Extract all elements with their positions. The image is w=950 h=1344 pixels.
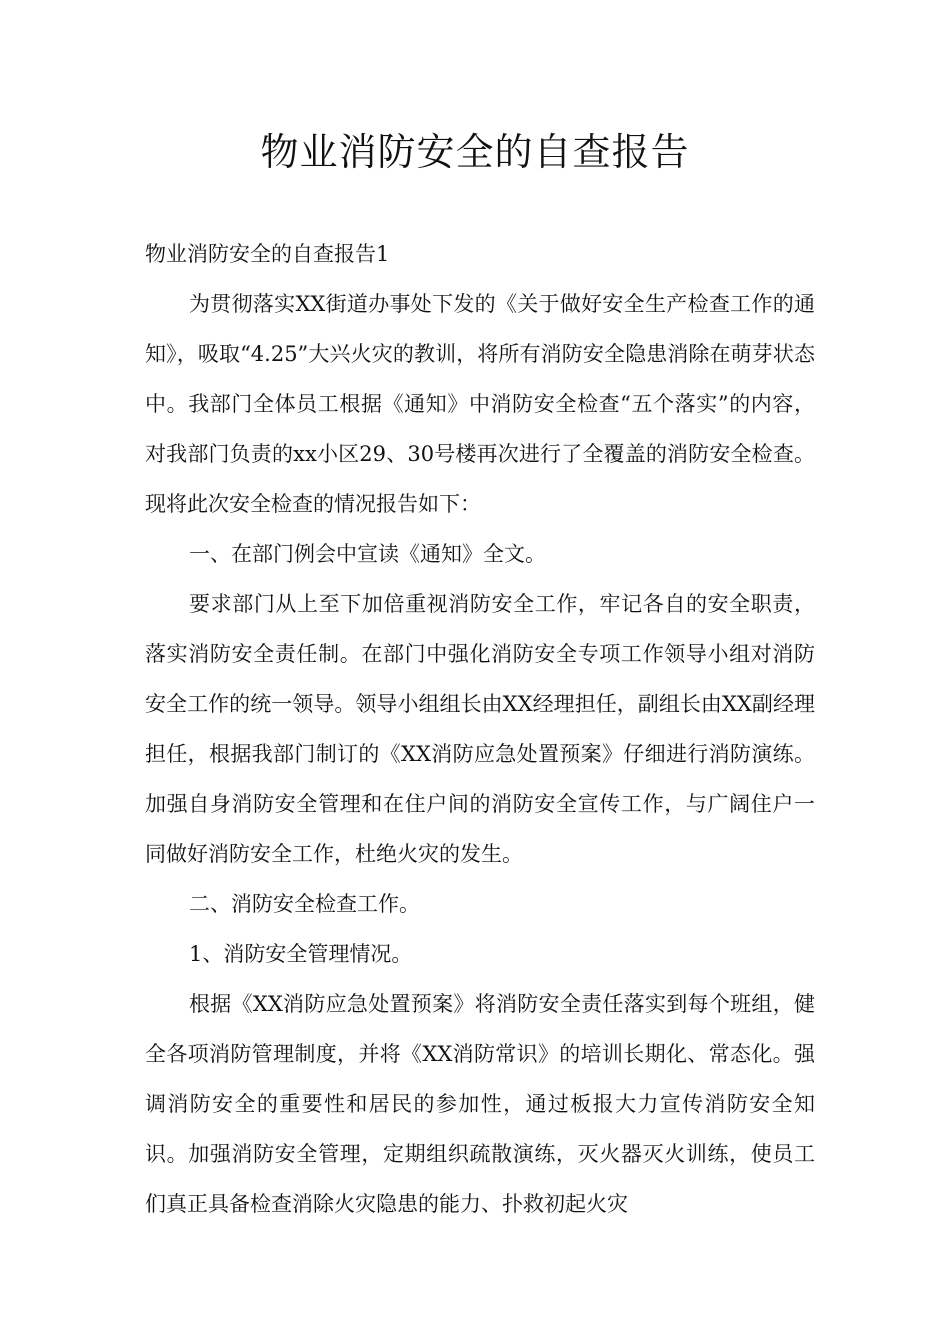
section-1-paragraph: 要求部门从上至下加倍重视消防安全工作，牢记各自的安全职责，落实消防安全责任制。在部门中强化消防安全专项工作领导小组对消防安全工作的统一领导。领导小组组长由XX经理担任，副组长由XX副经理担任，根据我部门制订的《XX消防应急处置预案》仔细进行消防演练。加强自身消防安全管理和在住户间的消防安全宣传工作，与广阔住户一同做好消防安全工作，杜绝火灾的发生。 (145, 592, 815, 866)
subsection-1-paragraph: 根据《XX消防应急处置预案》将消防安全责任落实到每个班组，健全各项消防管理制度，并将《XX消防常识》的培训长期化、常态化。强调消防安全的重要性和居民的参加性，通过板报大力宣传消防安全知识。加强消防安全管理，定期组织疏散演练，灭火器灭火训练，使员工们真正具备检查消除火灾隐患的能力、扑救初起火灾 (145, 992, 815, 1216)
intro-paragraph: 为贯彻落实XX街道办事处下发的《关于做好安全生产检查工作的通知》，吸取“4.25”大兴火灾的教训，将所有消防安全隐患消除在萌芽状态中。我部门全体员工根据《通知》中消防安全检查“五个落实”的内容，对我部门负责的xx小区29、30号楼再次进行了全覆盖的消防安全检查。现将此次安全检查的情况报告如下： (145, 292, 815, 516)
subtitle-paragraph: 物业消防安全的自查报告1 (145, 242, 390, 266)
subsection-heading-1: 1、消防安全管理情况。 (189, 942, 413, 966)
document-body (145, 229, 815, 1229)
section-heading-2: 二、消防安全检查工作。 (189, 892, 420, 916)
document-title: 物业消防安全的自查报告 (260, 130, 690, 174)
section-heading-1: 一、在部门例会中宣读《通知》全文。 (189, 542, 546, 566)
